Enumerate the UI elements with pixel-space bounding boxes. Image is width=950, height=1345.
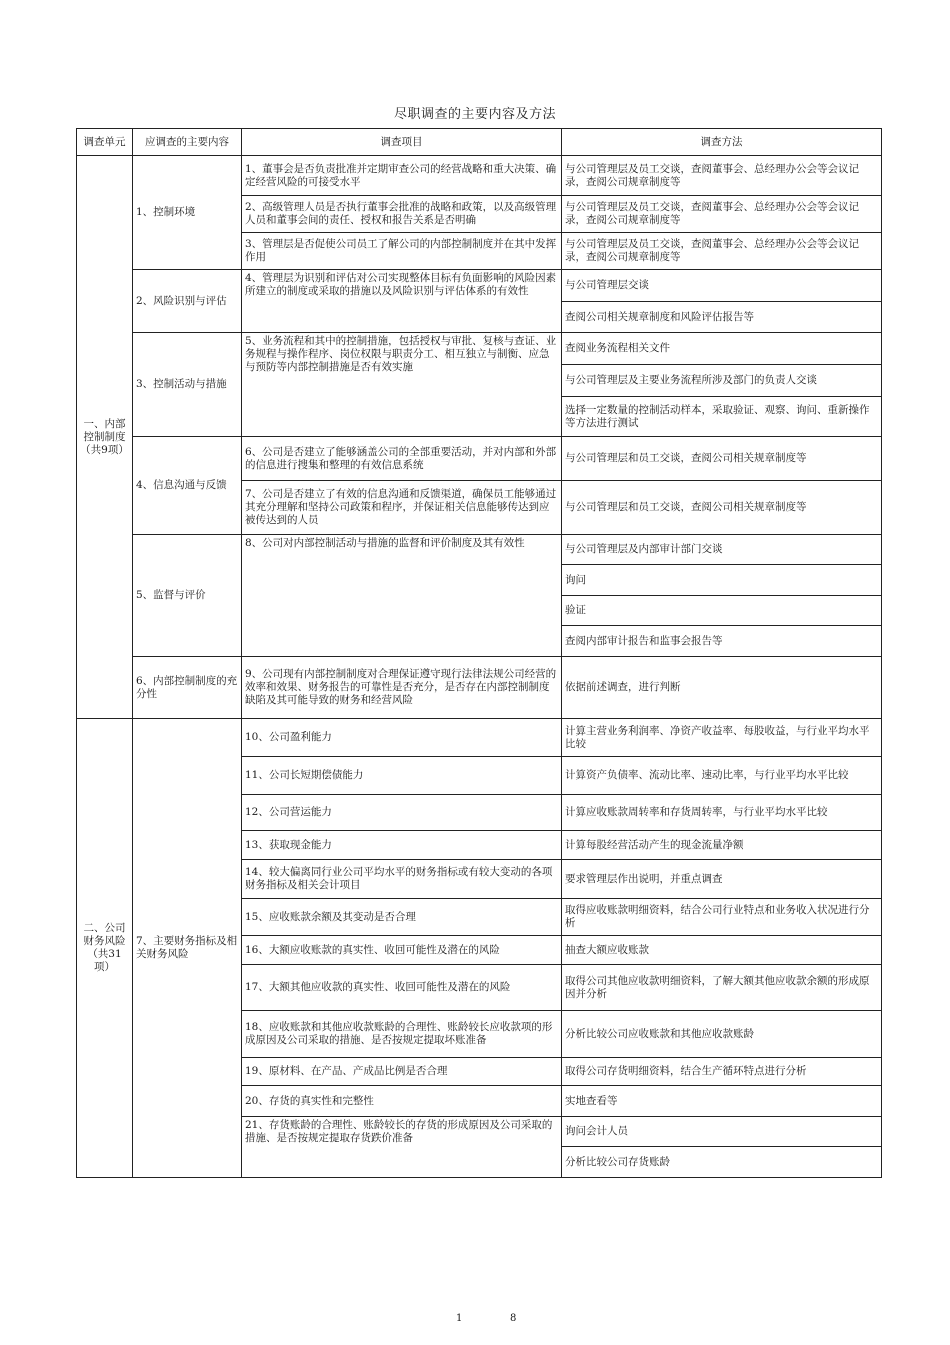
method-cell: 抽查大额应收账款 [562,936,882,965]
method-cell: 分析比较公司存货账龄 [562,1147,882,1178]
project-cell: 14、较大偏离同行业公司平均水平的财务指标或有较大变动的各项财务指标及相关会计项目 [242,860,562,899]
method-cell: 计算应收账款周转率和存货周转率，与行业平均水平比较 [562,795,882,831]
method-cell: 验证 [562,596,882,626]
method-cell: 与公司管理层及员工交谈，查阅董事会、总经理办公会等会议记录，查阅公司规章制度等 [562,156,882,196]
method-cell: 查阅业务流程相关文件 [562,333,882,365]
project-cell: 8、公司对内部控制活动与措施的监督和评价制度及其有效性 [242,535,562,657]
content-cell: 6、内部控制制度的充分性 [133,657,242,719]
method-cell: 计算主营业务利润率、净资产收益率、每股收益，与行业平均水平比较 [562,719,882,757]
table-row [77,270,882,302]
project-cell: 13、获取现金能力 [242,831,562,860]
table-row [77,437,882,481]
method-cell: 要求管理层作出说明，并重点调查 [562,860,882,899]
method-cell: 分析比较公司应收账款和其他应收款账龄 [562,1011,882,1058]
project-cell: 17、大额其他应收款的真实性、收回可能性及潜在的风险 [242,965,562,1011]
column-header-unit: 调查单元 [77,129,133,156]
method-cell: 询问 [562,565,882,596]
table-row [77,657,882,719]
due-diligence-table [76,128,882,1178]
table-row [77,156,882,196]
project-cell: 18、应收账款和其他应收款账龄的合理性、账龄较长应收款项的形成原因及公司采取的措施、是否按规定提取坏账准备 [242,1011,562,1058]
project-cell: 16、大额应收账款的真实性、收回可能性及潜在的风险 [242,936,562,965]
content-cell: 4、信息沟通与反馈 [133,437,242,535]
method-cell: 取得公司存货明细资料，结合生产循环特点进行分析 [562,1058,882,1086]
method-cell: 依据前述调查，进行判断 [562,657,882,719]
table-row [77,535,882,565]
content-cell: 1、控制环境 [133,156,242,270]
project-cell: 12、公司营运能力 [242,795,562,831]
table-header-row [77,129,882,156]
method-cell: 询问会计人员 [562,1117,882,1147]
method-cell: 与公司管理层交谈 [562,270,882,302]
project-cell: 4、管理层为识别和评估对公司实现整体目标有负面影响的风险因素所建立的制度或采取的措施以及风险识别与评估体系的有效性 [242,270,562,333]
project-cell: 20、存货的真实性和完整性 [242,1086,562,1117]
method-cell: 计算每股经营活动产生的现金流量净额 [562,831,882,860]
method-cell: 取得应收账款明细资料，结合公司行业特点和业务收入状况进行分析 [562,899,882,936]
content-cell: 5、监督与评价 [133,535,242,657]
method-cell: 与公司管理层及内部审计部门交谈 [562,535,882,565]
unit-cell: 二、公司财务风险（共31项） [77,719,133,1178]
project-cell: 21、存货账龄的合理性、账龄较长的存货的形成原因及公司采取的措施、是否按规定提取存货跌价准备 [242,1117,562,1178]
method-cell: 查阅内部审计报告和监事会报告等 [562,626,882,657]
project-cell: 5、业务流程和其中的控制措施，包括授权与审批、复核与查证、业务规程与操作程序、岗位权限与职责分工、相互独立与制衡、应急与预防等内部控制措施是否有效实施 [242,333,562,437]
project-cell: 9、公司现有内部控制制度对合理保证遵守现行法律法规公司经营的效率和效果、财务报告的可靠性是否充分，是否存在内部控制制度缺陷及其可能导致的财务和经营风险 [242,657,562,719]
project-cell: 1、董事会是否负责批准并定期审查公司的经营战略和重大决策、确定经营风险的可接受水平 [242,156,562,196]
method-cell: 与公司管理层和员工交谈，查阅公司相关规章制度等 [562,437,882,481]
table-row [77,719,882,757]
project-cell: 11、公司长短期偿债能力 [242,757,562,795]
method-cell: 与公司管理层及员工交谈，查阅董事会、总经理办公会等会议记录，查阅公司规章制度等 [562,196,882,233]
project-cell: 6、公司是否建立了能够涵盖公司的全部重要活动，并对内部和外部的信息进行搜集和整理的有效信息系统 [242,437,562,481]
column-header-project: 调查项目 [242,129,562,156]
column-header-content: 应调查的主要内容 [133,129,242,156]
project-cell: 15、应收账款余额及其变动是否合理 [242,899,562,936]
project-cell: 3、管理层是否促使公司员工了解公司的内部控制制度并在其中发挥作用 [242,233,562,270]
project-cell: 10、公司盈利能力 [242,719,562,757]
project-cell: 19、原材料、在产品、产成品比例是否合理 [242,1058,562,1086]
table-row [77,333,882,365]
method-cell: 与公司管理层和员工交谈，查阅公司相关规章制度等 [562,481,882,535]
method-cell: 与公司管理层及主要业务流程所涉及部门的负责人交谈 [562,365,882,397]
page-total: 8 [510,1313,517,1324]
document-title: 尽职调查的主要内容及方法 [393,107,556,122]
method-cell: 计算资产负债率、流动比率、速动比率，与行业平均水平比较 [562,757,882,795]
method-cell: 实地查看等 [562,1086,882,1117]
table-body [77,156,882,1178]
content-cell: 3、控制活动与措施 [133,333,242,437]
method-cell: 与公司管理层及员工交谈，查阅董事会、总经理办公会等会议记录，查阅公司规章制度等 [562,233,882,270]
project-cell: 7、公司是否建立了有效的信息沟通和反馈渠道，确保员工能够通过其充分理解和坚持公司政策和程序，并保证相关信息能够传达到应被传达到的人员 [242,481,562,535]
column-header-method: 调查方法 [562,129,882,156]
content-cell: 2、风险识别与评估 [133,270,242,333]
content-cell: 7、主要财务指标及相关财务风险 [133,719,242,1178]
method-cell: 查阅公司相关规章制度和风险评估报告等 [562,302,882,333]
method-cell: 取得公司其他应收款明细资料，了解大额其他应收款余额的形成原因并分析 [562,965,882,1011]
page-number: 1 [456,1313,463,1324]
method-cell: 选择一定数量的控制活动样本，采取验证、观察、询问、重新操作等方法进行测试 [562,397,882,437]
project-cell: 2、高级管理人员是否执行董事会批准的战略和政策，以及高级管理人员和董事会间的责任、授权和报告关系是否明确 [242,196,562,233]
unit-cell: 一、内部控制制度（共9项） [77,156,133,719]
